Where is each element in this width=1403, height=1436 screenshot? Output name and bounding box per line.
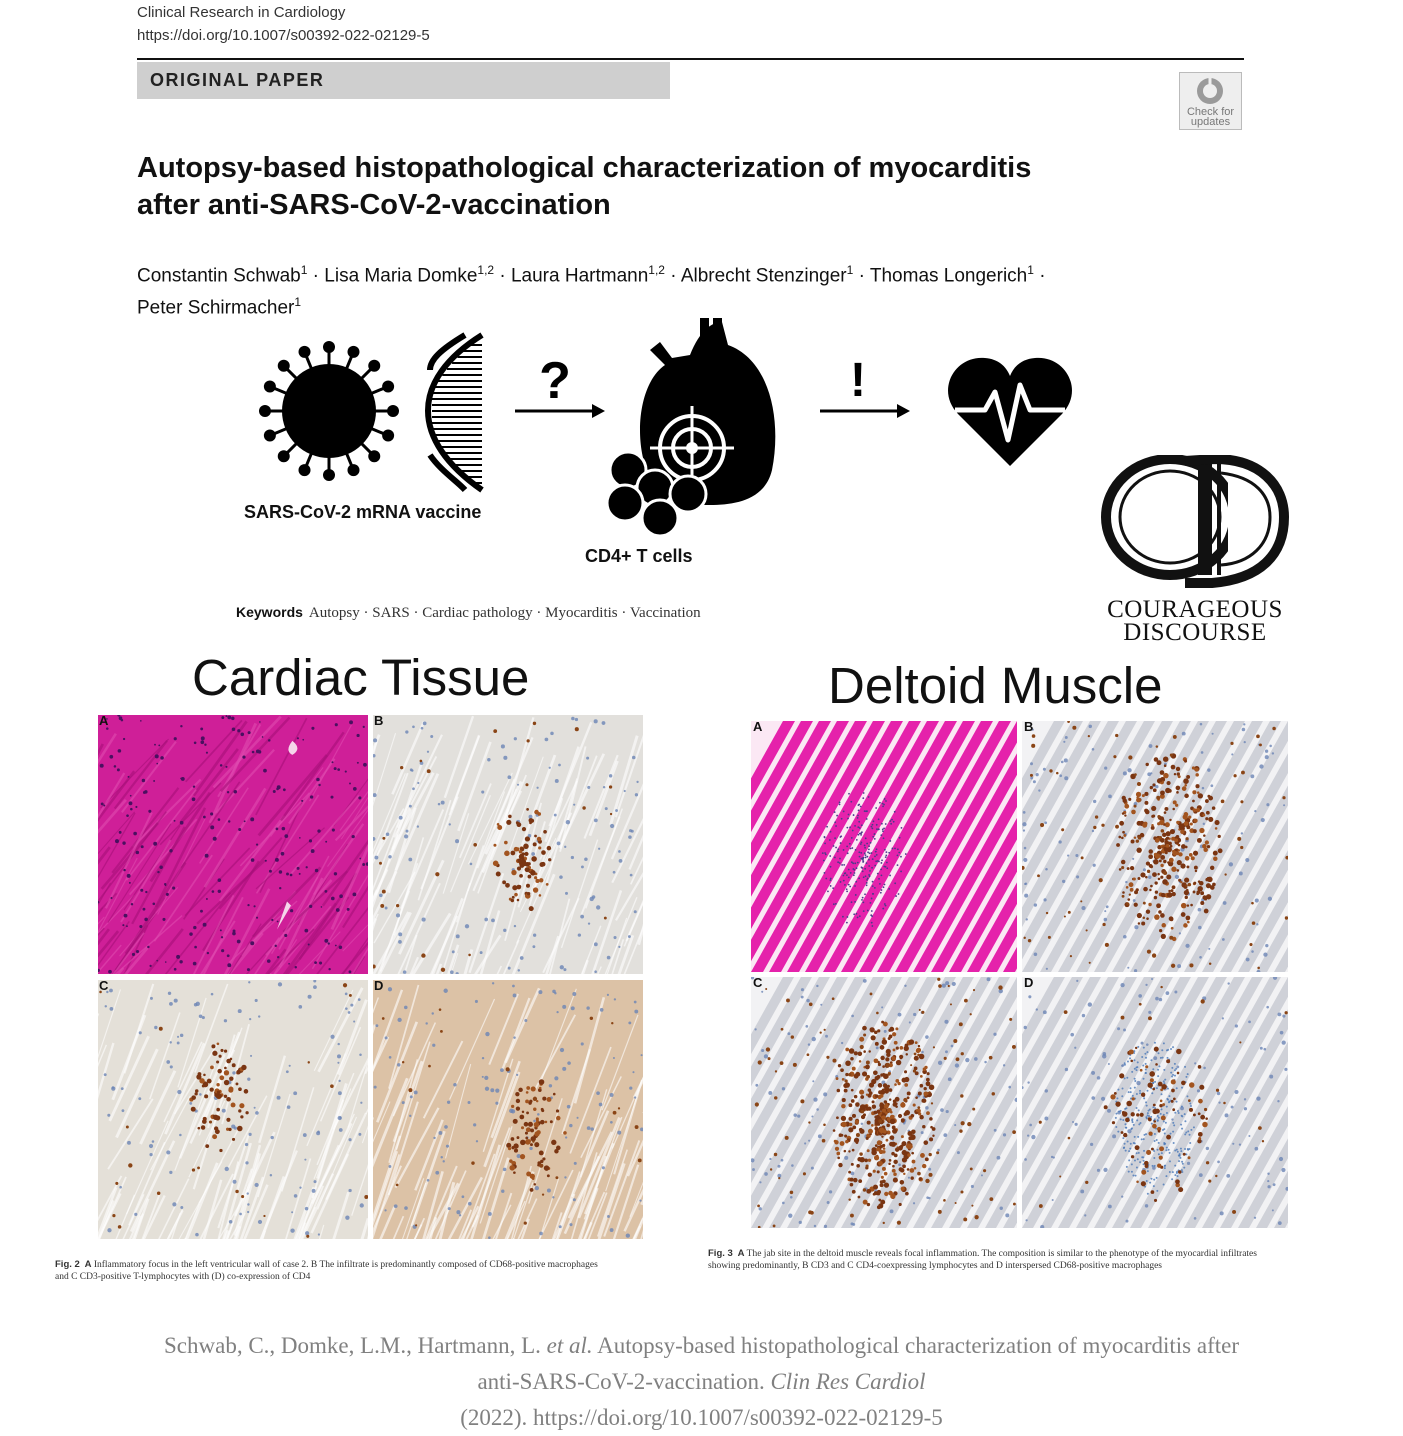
author-affiliation: 1	[1027, 263, 1034, 277]
cardiac-cd68-image	[373, 715, 643, 974]
deltoid-panel-c	[751, 977, 1017, 1228]
citation-et-al: et al.	[546, 1333, 593, 1358]
cardiac-label-a: A	[99, 713, 109, 728]
check-updates-line1: Check for	[1186, 106, 1235, 118]
cardiac-label-d: D	[374, 978, 384, 993]
deltoid-label-a: A	[753, 719, 763, 734]
header-rule	[137, 58, 1244, 60]
deltoid-panel-d	[1022, 977, 1288, 1228]
cardiac-cd3-image	[98, 980, 368, 1239]
logo-word-1: COURAGEOUS	[1107, 596, 1283, 623]
fig2-caption: Fig. 2 A Inflammatory focus in the left ventricular wall of case 2. B The infiltrate is predominantly composed of CD68-positive macrophages and C CD3-positive T-lymphocytes with (D) co-expression of CD4	[55, 1259, 598, 1282]
author-name[interactable]: Albrecht Stenzinger	[680, 265, 847, 287]
arrow-exclamation-icon	[820, 354, 910, 418]
fig2-label: Fig. 2	[55, 1259, 80, 1270]
keywords-label: Keywords	[236, 604, 303, 620]
fig2-caption-line2: and C CD3-positive T-lymphocytes with (D) co-expression of CD4	[55, 1272, 311, 1282]
citation-title: Autopsy-based histopathological characterization of myocarditis after anti-SARS-CoV-2-vaccination.	[477, 1333, 1239, 1394]
author-name[interactable]: Peter Schirmacher	[137, 297, 295, 319]
arrow-question-mark: ?	[539, 352, 571, 410]
keywords-list: Autopsy · SARS · Cardiac pathology · Myocarditis · Vaccination	[308, 605, 701, 621]
arrow-question-icon	[515, 352, 605, 418]
author-affiliation: 1	[294, 295, 302, 310]
deltoid-panel-a	[751, 721, 1017, 972]
paper-title	[137, 150, 1137, 224]
deltoid-label-c: C	[753, 975, 763, 990]
author-name[interactable]: Thomas Longerich	[869, 265, 1028, 287]
tcells-label: CD4+ T cells	[585, 546, 693, 566]
cardiac-label-b: B	[374, 713, 384, 728]
cardiac-he-image	[98, 715, 368, 974]
cardiac-cd4-image	[373, 980, 643, 1239]
citation	[150, 1328, 1253, 1436]
check-for-updates-button[interactable]	[1179, 72, 1242, 130]
check-updates-icon	[1180, 75, 1241, 109]
deltoid-he-image	[751, 721, 1017, 972]
heartbeat-heart-icon	[948, 358, 1072, 466]
citation-year-doi[interactable]: (2022). https://doi.org/10.1007/s00392-022-02129-5	[460, 1405, 943, 1430]
keywords-line	[236, 604, 701, 622]
graphical-abstract	[240, 310, 1100, 575]
author-name[interactable]: Laura Hartmann	[510, 265, 649, 287]
doi-link[interactable]: https://doi.org/10.1007/s00392-022-02129-5	[137, 27, 430, 44]
author-affiliation: 1,2	[648, 263, 665, 277]
title-line-1: Autopsy-based histopathological characterization of myocarditis	[137, 152, 1032, 184]
cardiac-panel-b	[373, 715, 643, 974]
section-band	[137, 62, 670, 99]
deltoid-label-b: B	[1024, 719, 1034, 734]
deltoid-panel-b	[1022, 721, 1288, 972]
author-name[interactable]: Lisa Maria Domke	[324, 265, 478, 287]
deltoid-cd3-image	[1022, 721, 1288, 972]
virus-icon	[259, 341, 399, 481]
cardiac-panel-a	[98, 715, 368, 974]
author-affiliation: 1	[846, 263, 854, 277]
courageous-discourse-logo	[1100, 455, 1290, 650]
section-label: ORIGINAL PAPER	[150, 70, 325, 90]
vaccine-label: SARS-CoV-2 mRNA vaccine	[244, 502, 482, 522]
cd-monogram-icon	[1100, 455, 1290, 595]
cardiac-panel-d	[373, 980, 643, 1239]
cardiac-tissue-title: Cardiac Tissue	[192, 649, 530, 706]
author-affiliation: 1	[300, 263, 308, 277]
arrow-exclamation-mark: !	[850, 354, 866, 407]
author-name[interactable]: Constantin Schwab	[137, 265, 301, 287]
deltoid-muscle-title: Deltoid Muscle	[828, 657, 1163, 714]
fig3-caption-line2: showing predominantly, B CD3 and C CD4-coexpressing lymphocytes and D interspersed CD68-positive macrophages	[708, 1261, 1162, 1271]
cardiac-panel-c	[98, 980, 368, 1239]
deltoid-label-d: D	[1024, 975, 1034, 990]
deltoid-cd68-image	[1022, 977, 1288, 1228]
check-updates-line2: updates	[1190, 116, 1231, 128]
fig2-caption-line1: Inflammatory focus in the left ventricular wall of case 2. B The infiltrate is predominantly composed of CD68-positive macrophages	[93, 1260, 598, 1270]
author-affiliation: 1,2	[477, 263, 495, 277]
journal-name: Clinical Research in Cardiology	[137, 4, 346, 21]
deltoid-cd4-image	[751, 977, 1017, 1228]
title-line-2: after anti-SARS-CoV-2-vaccination	[137, 189, 611, 221]
cardiac-label-c: C	[99, 978, 109, 993]
fig3-caption: Fig. 3 A The jab site in the deltoid muscle reveals focal inflammation. The composition is similar to the phenotype of the myocardial infiltrates showing predominantly, B CD3 and C CD4-coexpressing lymphocytes and D interspersed CD68-positive macrophages	[708, 1248, 1257, 1271]
citation-journal[interactable]: Clin Res Cardiol	[770, 1369, 926, 1394]
citation-authors: Schwab, C., Domke, L.M., Hartmann, L.	[164, 1333, 541, 1358]
fig3-label: Fig. 3	[708, 1248, 733, 1259]
logo-word-2: DISCOURSE	[1123, 619, 1267, 646]
mrna-helix-icon	[428, 335, 482, 490]
author-list: Constantin Schwab$^1$ · Lisa Maria Domke$^{1,2}$ · Laura Hartmann$^{1,2}$ · Albrecht Stenzinger$^1$ · Thomas Longerich$^1$ · Peter Schirmacher$^1$	[137, 263, 1046, 319]
fig3-caption-line1: The jab site in the deltoid muscle reveals focal inflammation. The composition is similar to the phenotype of the myocardial infiltrates	[746, 1249, 1257, 1259]
